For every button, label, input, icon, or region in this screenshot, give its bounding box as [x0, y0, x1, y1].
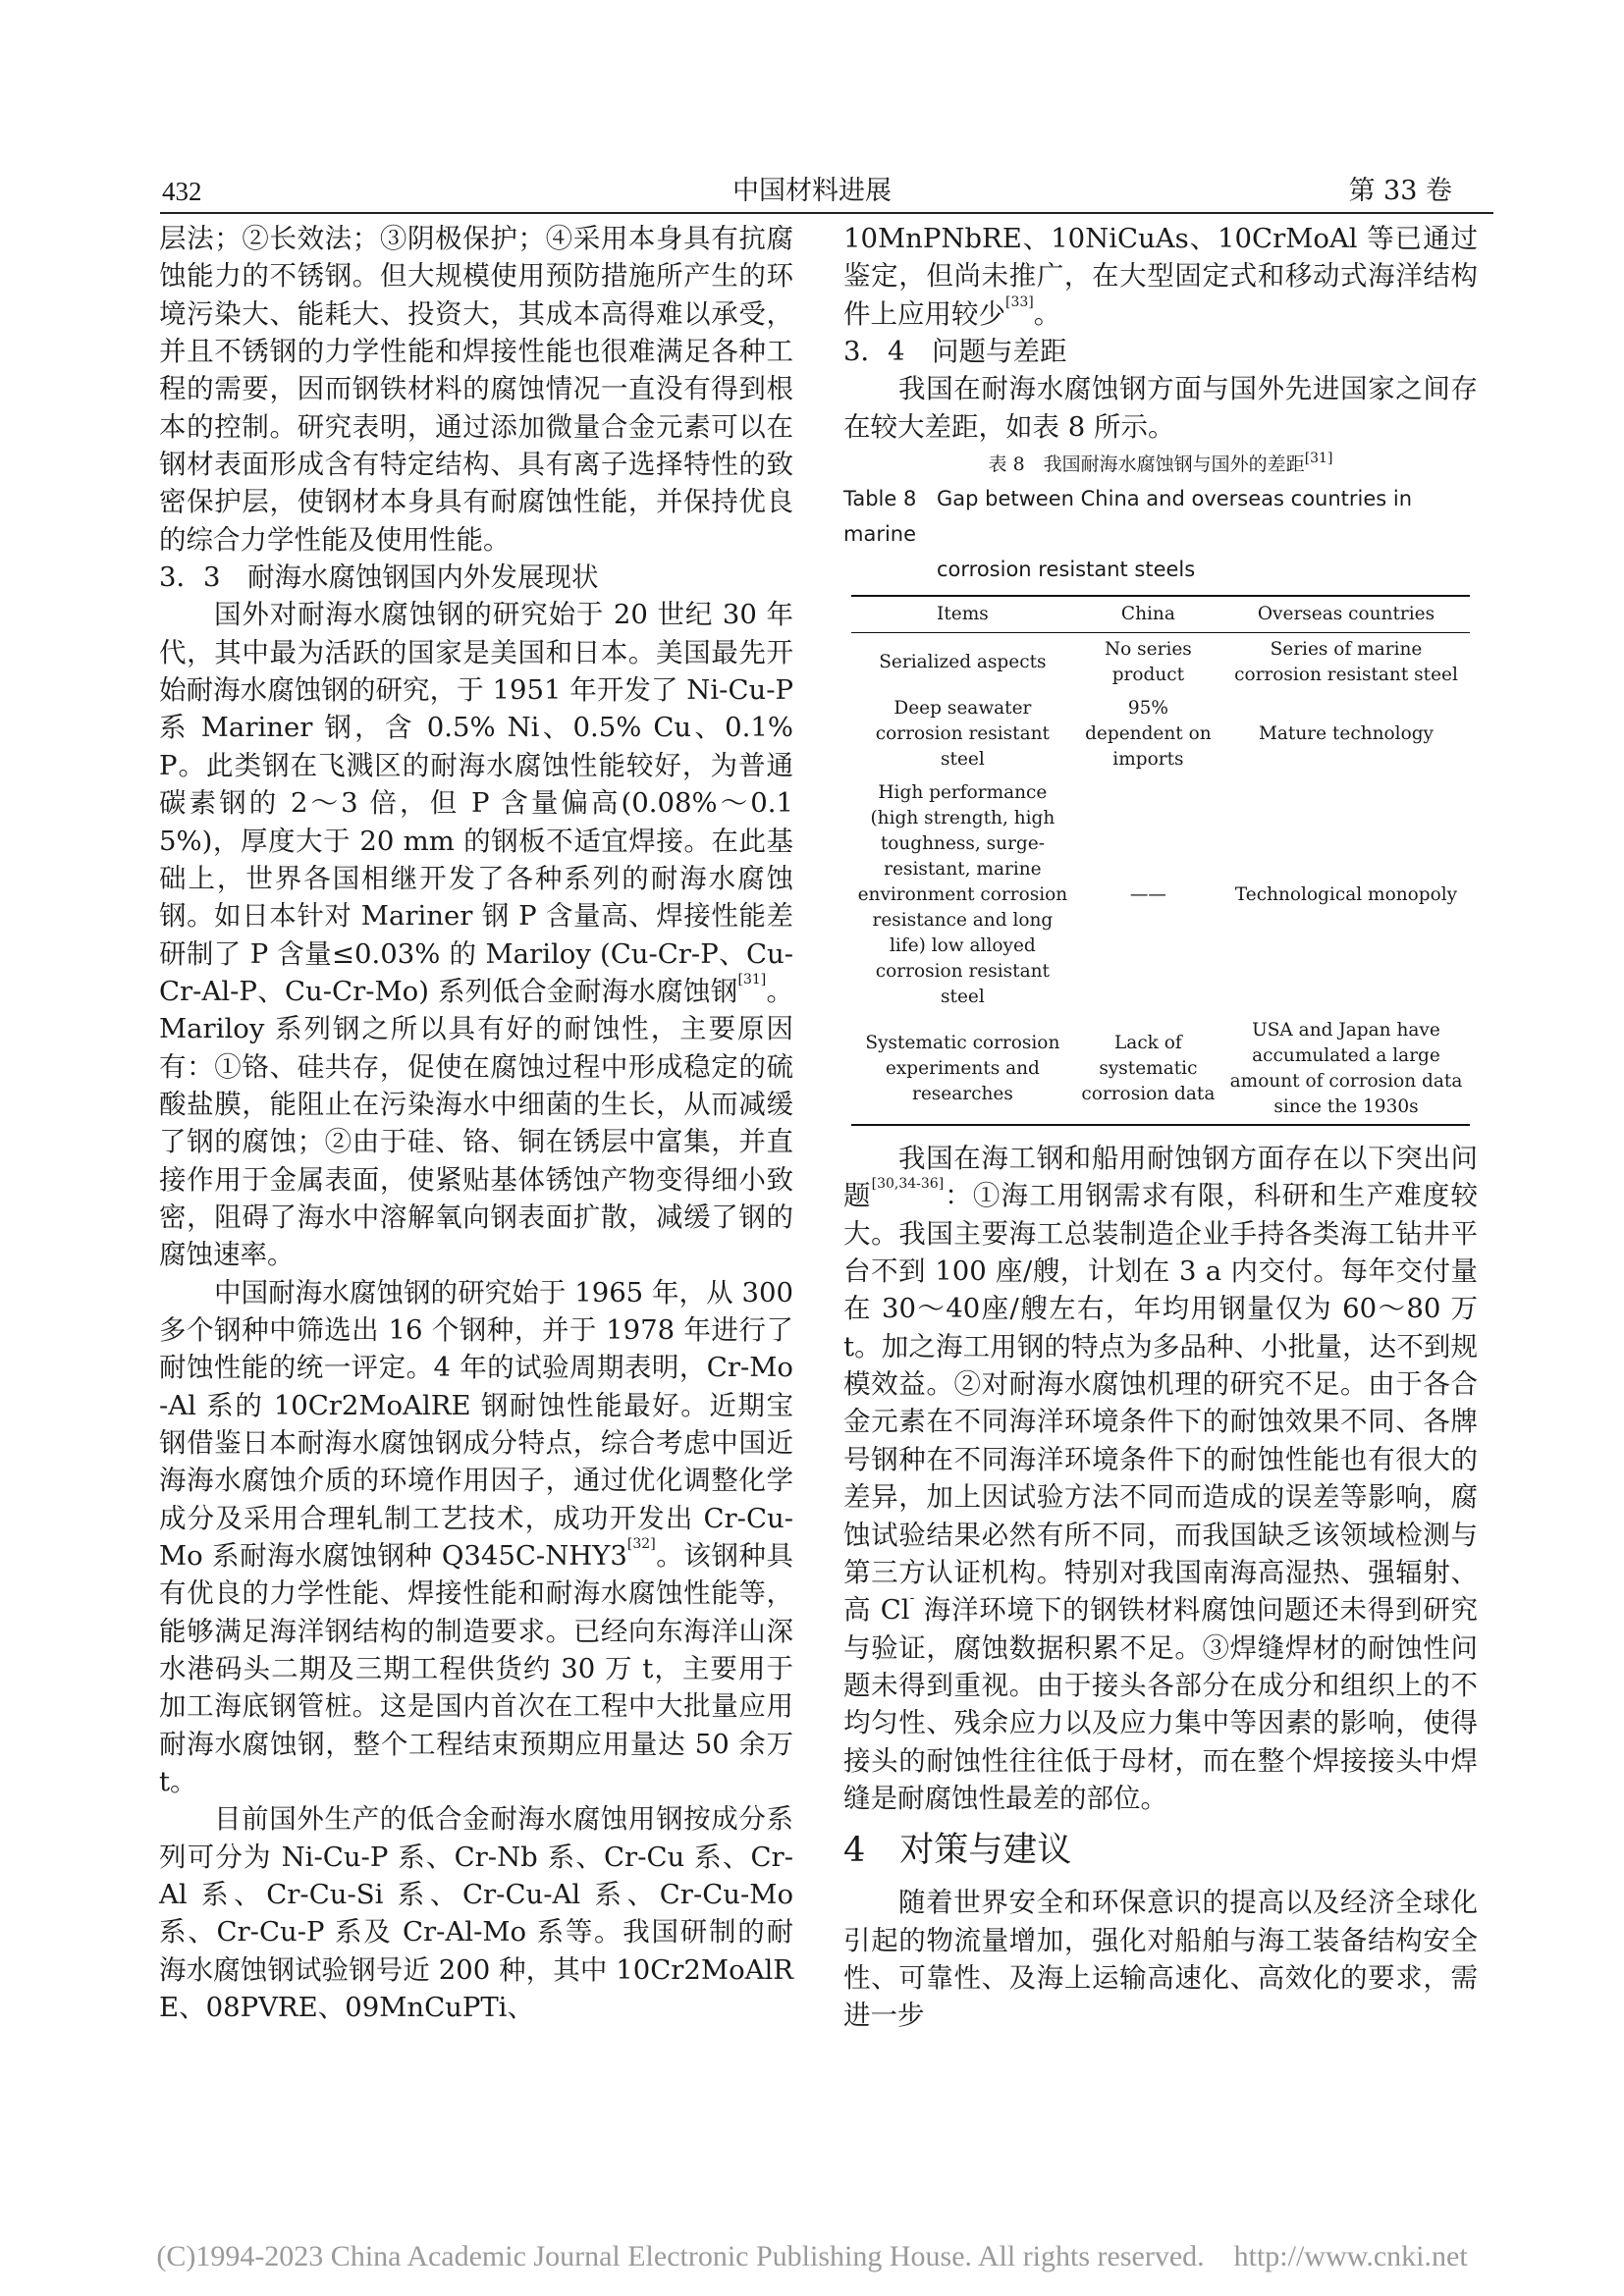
table-cell: Systematic corrosion experiments and researches [851, 1014, 1074, 1125]
paragraph-text: 海洋环境下的钢铁材料腐蚀问题还未得到研究与验证，腐蚀数据积累不足。③焊缝焊材的耐蚀性问题未得到重视。由于接头各部分在成分和组织上的不均匀性、残余应力以及应力集中等因素的影响，使得接头的耐蚀性往往低于母材，而在整个焊接接头中焊缝是耐腐蚀性最差的部位。 [843, 1594, 1478, 1814]
table-row [851, 633, 1470, 693]
table-8 [851, 595, 1470, 1126]
table-row [851, 1014, 1470, 1125]
paragraph: 我国在耐海水腐蚀钢方面与国外先进国家之间存在较大差距，如表 8 所示。 [843, 373, 1478, 443]
citation-ref[interactable]: [33] [1005, 294, 1034, 310]
subsection-heading-3-3: 3．3 耐海水腐蚀钢国内外发展现状 [159, 561, 599, 594]
volume-label: 第 33 卷 [1348, 176, 1452, 206]
table-cell: Technological monopoly [1234, 884, 1458, 906]
table-caption-cn [843, 452, 1478, 477]
superscript-minus: - [909, 1590, 915, 1607]
table-cell: —— [1129, 884, 1166, 906]
paragraph-text: 。该钢种具有优良的力学性能、焊接性能和耐海水腐蚀性能等，能够满足海洋钢结构的制造要求。已经向东海洋山深水港码头二期及三期工程供货约 30 万 t，主要用于加工海底钢管桩。这是国内首次在工程中大批量应用耐海水腐蚀钢，整个工程结束预期应用量达 50 余万 t。 [159, 1540, 793, 1798]
table-header-cell: Items [851, 596, 1074, 633]
paragraph: 目前国外生产的低合金耐海水腐蚀用钢按成分系列可分为 Ni-Cu-P 系、Cr-Nb 系、Cr-Cu 系、Cr-Al 系、Cr-Cu-Si 系、Cr-Cu-Al 系、Cr-Cu-Mo 系、Cr-Cu-P 系及 Cr-Al-Mo 系等。我国研制的耐海水腐蚀钢试验钢号近 200 种，其中 10Cr2MoAlRE、08PVRE、09MnCuPTi、 [159, 1803, 793, 2024]
page-number: 432 [162, 177, 202, 206]
paragraph [843, 1140, 1478, 1817]
table-cell: Deep seawater corrosion resistant steel [875, 698, 1050, 771]
table-caption-cn-text: 表 8 我国耐海水腐蚀钢与国外的差距 [988, 454, 1305, 476]
paragraph-text: 。Mariloy 系列钢之所以具有好的耐蚀性，主要原因有：①铬、硅共存，促使在腐蚀过程中形成稳定的硫酸盐膜，能阻止在污染海水中细菌的生长，从而减缓了钢的腐蚀；②由于硅、铬、铜在锈层中富集，并直接作用于金属表面，使紧贴基体锈蚀产物变得细小致密，阻碍了海水中溶解氧向钢表面扩散，减缓了钢的腐蚀速率。 [159, 975, 794, 1271]
table-cell: No series product [1104, 639, 1192, 686]
right-column [843, 220, 1478, 2035]
table-caption-label: Table 8 [843, 487, 917, 511]
paragraph-text: 国外对耐海水腐蚀钢的研究始于 20 世纪 30 年代，其中最为活跃的国家是美国和日本。美国最先开始耐海水腐蚀钢的研究，于 1951 年开发了 Ni-Cu-P 系 Mariner 钢，含 0.5% Ni、0.5% Cu、0.1% P。此类钢在飞溅区的耐海水腐蚀性能较好，为普通碳素钢的 2～3 倍，但 P 含量偏高(0.08%～0.15%)，厚度大于 20 mm 的钢板不适宜焊接。在此基础上，世界各国相继开发了各种系列的耐海水腐蚀钢。如日本针对 Mariner 钢 P 含量高、焊接性能差研制了 P 含量≤0.03% 的 Mariloy (Cu-Cr-P、Cu-Cr-Al-P、Cu-Cr-Mo) 系列低合金耐海水腐蚀钢 [159, 599, 793, 1007]
table-header-row [851, 596, 1470, 633]
table-header-cell: Overseas countries [1222, 596, 1470, 633]
paragraph-text: 我国在海工钢和船用耐蚀钢方面存在以下突出问题 [843, 1143, 1478, 1212]
table-caption-line: Gap between China and overseas countries in marine [843, 487, 1413, 547]
paragraph-text: 10MnPNbRE、10NiCuAs、10CrMoAl 等已通过鉴定，但尚未推广，在大型固定式和移动式海洋结构件上应用较少 [843, 223, 1478, 330]
header-rule [160, 212, 1493, 214]
paragraph [843, 220, 1478, 333]
paragraph-text: 中国耐海水腐蚀钢的研究始于 1965 年，从 300 多个钢种中筛选出 16 个钢种，并于 1978 年进行了耐蚀性能的统一评定。4 年的试验周期表明，Cr-Mo-Al 系的 10Cr2MoAlRE 钢耐蚀性能最好。近期宝钢借鉴日本耐海水腐蚀钢成分特点，综合考虑中国近海海水腐蚀介质的环境作用因子，通过优化调整化学成分及采用合理轧制工艺技术，成功开发出 Cr-Cu-Mo 系耐海水腐蚀钢种 Q345C-NHY3 [159, 1276, 793, 1573]
paragraph: 层法；②长效法；③阴极保护；④采用本身具有抗腐蚀能力的不锈钢。但大规模使用预防措施所产生的环境污染大、能耗大、投资大，其成本高得难以承受，并且不锈钢的力学性能和焊接性能也很难满足各种工程的需要，因而钢铁材料的腐蚀情况一直没有得到根本的控制。研究表明，通过添加微量合金元素可以在钢材表面形成含有特定结构、具有离子选择特性的致密保护层，使钢材本身具有耐腐蚀性能，并保持优良的综合力学性能及使用性能。 [159, 223, 793, 556]
table-row [851, 776, 1470, 1014]
citation-ref[interactable]: [32] [626, 1536, 656, 1553]
table-row [851, 692, 1470, 776]
table-cell: High performance (high strength, high toughness, surge-resistant, marine environment corrosion resistance and long life) low alloyed corrosion resistant steel [857, 782, 1068, 1008]
paragraph: 随着世界安全和环保意识的提高以及经济全球化引起的物流量增加，强化对船舶与海工装备结构安全性、可靠性、及海上运输高速化、高效化的要求，需进一步 [843, 1887, 1478, 2032]
table-cell: 95% dependent on imports [1085, 698, 1212, 771]
left-column [159, 220, 793, 2027]
copyright-footer: (C)1994-2023 China Academic Journal Electronic Publishing House. All rights reserved. http://www.cnki.net [156, 2240, 1468, 2272]
citation-ref[interactable]: [31] [1304, 451, 1333, 467]
paragraph [159, 1274, 793, 1801]
table-cell: Serialized aspects [879, 652, 1047, 673]
paragraph [159, 596, 793, 1273]
table-cell: Lack of systematic corrosion data [1074, 1014, 1222, 1125]
table-caption-line: corrosion resistant steels [937, 558, 1196, 582]
paragraph-text: 。 [1033, 297, 1061, 330]
citation-ref[interactable]: [30,34-36] [871, 1176, 945, 1193]
table-cell: Mature technology [1258, 723, 1435, 745]
table-caption-en [843, 481, 1478, 587]
paragraph-text: ：①海工用钢需求有限，科研和生产难度较大。我国主要海工总装制造企业手持各类海工钻井平台不到 100 座/艘，计划在 3 a 内交付。每年交付量在 30～40座/艘左右，年均用钢量仅为 60～80 万 t。加之海工用钢的特点为多品种、小批量，达不到规模效益。②对耐海水腐蚀机理的研究不足。由于各合金元素在不同海洋环境条件下的耐蚀效果不同、各牌号钢种在不同海洋环境条件下的耐蚀性能也有很大的差异，加上因试验方法不同而造成的误差等影响，腐蚀试验结果必然有所不同，而我国缺乏该领域检测与第三方认证机构。特别对我国南海高湿热、强辐射、高 Cl [843, 1180, 1479, 1627]
section-heading-4: 4 对策与建议 [843, 1831, 1072, 1871]
table-header-cell: China [1074, 596, 1222, 633]
subsection-heading-3-4: 3．4 问题与差距 [843, 336, 1067, 368]
table-cell: Series of marine corrosion resistant steel [1234, 639, 1458, 686]
journal-title: 中国材料进展 [732, 176, 892, 206]
citation-ref[interactable]: [31] [737, 971, 767, 988]
table-cell: USA and Japan have accumulated a large amount of corrosion data since the 1930s [1222, 1014, 1470, 1125]
